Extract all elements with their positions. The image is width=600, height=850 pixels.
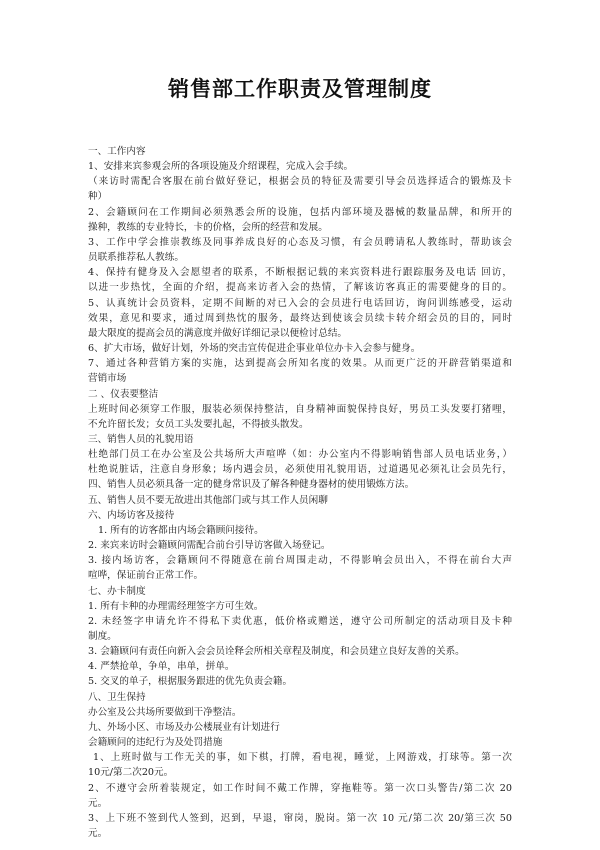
body-line: 1. 所有的访客都由内场会籍顾问接待。 — [98, 524, 264, 536]
body-line: 一、工作内容 — [88, 146, 146, 157]
body-line: 2、不遵守会所着装规定，如工作时间不戴工作牌，穿拖鞋等。第一次口头警告/第二次 20 — [88, 782, 512, 794]
body-line: 种） — [88, 191, 108, 203]
body-line: 元。 — [88, 828, 108, 840]
body-line: 三、销售人员的礼貌用语 — [88, 433, 194, 445]
body-line: 以进一步热忱，全面的介绍，提高来访者入会的热情，了解该访客真正的需要健身的目的。 — [88, 282, 512, 294]
body-line: 6、扩大市场，做好计划，外场的突击宣传促进企事业单位办卡入会参与健身。 — [88, 343, 421, 355]
body-line: 杜绝部门员工在办公室及公共场所大声喧哗（如：办公室内不得影响销售部人员电话业务，） — [88, 449, 512, 461]
body-line: 六、内场访客及接待 — [88, 509, 175, 521]
body-line: 二 、仪表要整洁 — [88, 388, 159, 400]
body-line: 员联系推荐私人教练。 — [88, 252, 184, 264]
body-line: 2、会籍顾问在工作期间必须熟悉会所的设施，包括内部环境及器械的数量品牌，和所开的 — [88, 206, 512, 218]
body-line: 3. 接内场访客，会籍顾问不得随意在前台周围走动，不得影响会员出入，不得在前台大声 — [88, 555, 512, 567]
body-line: 七、办卡制度 — [88, 585, 146, 597]
body-line: 杜绝说脏话，注意自身形象；场内遇会员，必须使用礼貌用语，过道遇见必须礼让会员先行， — [88, 464, 512, 476]
body-line: 不允许留长发；女员工头发要扎起，不得披头散发。 — [88, 418, 309, 430]
document-body — [88, 144, 512, 841]
body-line: 4. 严禁抢单，争单，串单，拼单。 — [88, 661, 235, 673]
body-line: 效果，意见和要求，通过周到热忱的服务，最终达到使该会员续卡转介绍会员的目的，同时 — [88, 312, 512, 324]
body-line: 1、上班时做与工作无关的事，如下棋，打牌，看电视，睡觉，上网游戏，打球等。第一次 — [93, 752, 512, 764]
body-line: 操种，教练的专业特长，卡的价格，会所的经营和发展。 — [88, 221, 328, 233]
body-line: 4、保持有健身及入会愿望者的联系，不断根据记载的来宾资料进行跟踪服务及电话 回访， — [88, 267, 512, 279]
body-line: 元。 — [88, 797, 108, 809]
body-line: 制度。 — [88, 631, 117, 642]
body-line: 四、销售人员必须具备一定的健身常识及了解各种健身器材的使用锻炼方法。 — [88, 479, 415, 491]
body-line: 五、销售人员不要无故进出其他部门或与其工作人员闲聊 — [88, 494, 328, 506]
body-line: 最大限度的提高会员的满意度并做好详细记录以便检讨总结。 — [88, 327, 348, 339]
document-title: 销售部工作职责及管理制度 — [168, 77, 432, 101]
body-line: 八、卫生保持 — [88, 691, 146, 703]
body-line: 5、认真统计会员资料，定期不间断的对已入会的会员进行电话回访，询问训练感受，运动 — [88, 297, 512, 309]
body-line: 1. 所有卡种的办理需经理签字方可生效。 — [88, 600, 264, 612]
body-line: 10元/第二次20元。 — [88, 767, 174, 779]
body-line: 2. 未经签字申请允许不得私下卖优惠，低价格或赠送，遵守公司所制定的活动项目及卡种 — [88, 615, 512, 627]
body-line: 办公室及公共场所要做到干净整洁。 — [88, 706, 242, 718]
body-line: 会籍顾问的违纪行为及处罚措施 — [88, 737, 223, 749]
body-line: 3. 会籍顾问有责任向新入会会员诠释会所相关章程及制度，和会员建立良好友善的关系。 — [88, 646, 465, 658]
body-line: 上班时间必须穿工作服，服装必须保持整洁，自身精神面貌保持良好，男员工头发要打猪哩， — [88, 403, 512, 415]
body-line: 喧哗，保证前台正常工作。 — [88, 570, 204, 582]
body-line: 5. 交叉的单子，根据服务跟进的优先负责会籍。 — [88, 676, 293, 688]
body-line: 2. 来宾来访时会籍顾问需配合前台引导访客做入场登记。 — [88, 540, 331, 552]
body-line: 1、安排来宾参观会所的各项设施及介绍课程，完成入会手续。 — [88, 161, 354, 173]
body-line: 九、外场小区、市场及办公楼展业有计划进行 — [88, 721, 280, 733]
body-line: 3、上下班不签到代人签到，迟到，早退，窜岗，脱岗。第一次 10 元/第二次 20/第三次 50 — [88, 812, 512, 824]
body-line: 3、工作中学会推崇教练及同事养成良好的心态及习惯，有会员聘请私人教练时，帮助该会 — [88, 236, 512, 248]
body-line: （来访时需配合客服在前台做好登记，根据会员的特征及需要引导会员选择适合的锻炼及卡 — [88, 176, 512, 188]
body-line: 营销市场 — [88, 373, 127, 385]
body-line: 7、通过各种营销方案的实施，达到提高会所知名度的效果。从而更广泛的开辟营销渠道和 — [88, 358, 512, 370]
